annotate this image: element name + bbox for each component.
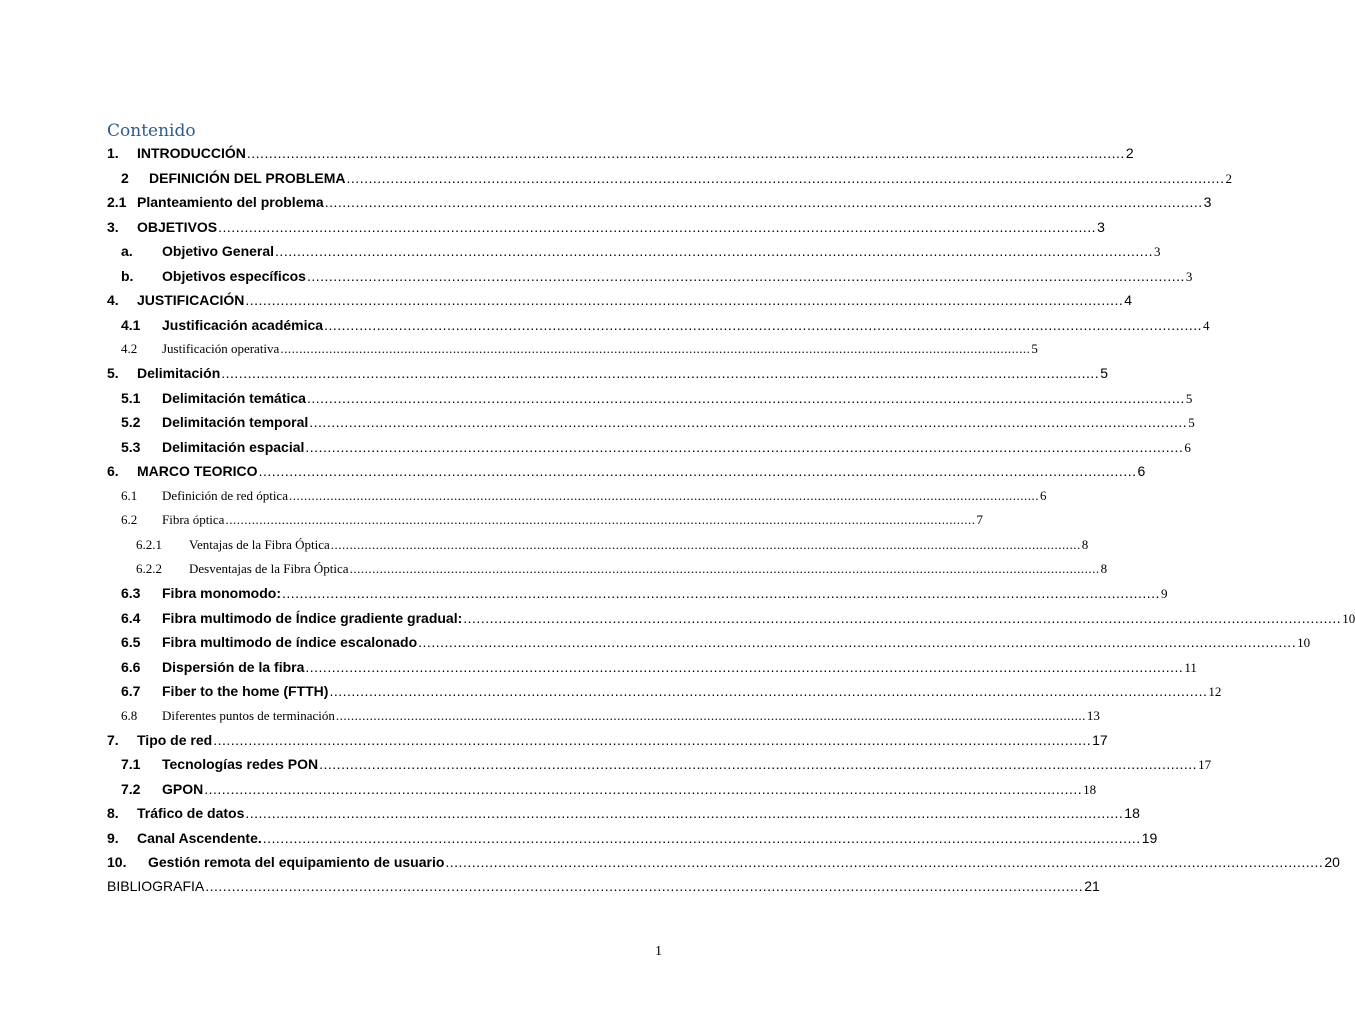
dot-leader: ........................................................................................................................................................................................................ [218, 219, 1097, 235]
toc-entry-page: 18 [1083, 782, 1097, 797]
toc-entry[interactable] [107, 145, 1134, 167]
toc-entry-title: Diferentes puntos de terminación [162, 708, 335, 723]
toc-entry-page: 11 [1184, 660, 1197, 675]
toc-entry-title: Delimitación espacial [162, 439, 305, 455]
toc-entry-page: 3 [1097, 219, 1105, 235]
toc-entry[interactable] [121, 170, 1232, 192]
toc-entry-page: 5 [1031, 341, 1038, 356]
dot-leader: ........................................................................................................................................................................................................ [306, 268, 1185, 284]
dot-leader: ........................................................................................................................................................................................................ [245, 292, 1124, 308]
dot-leader: ........................................................................................................................................................................................................ [346, 170, 1225, 186]
toc-entry[interactable] [121, 585, 1168, 607]
toc-entry[interactable] [121, 708, 1100, 730]
toc-entry-title: Tecnologías redes PON [162, 756, 319, 772]
toc-entry[interactable] [121, 414, 1195, 436]
toc-entry-page: 3 [1203, 194, 1212, 210]
toc-entry-number: 2 [121, 170, 129, 186]
toc-entry[interactable] [136, 561, 1108, 583]
toc-entry[interactable] [107, 732, 1108, 754]
toc-entry-page: 5 [1100, 365, 1108, 381]
toc-entry[interactable] [121, 268, 1193, 290]
toc-entry-page: 4 [1124, 292, 1133, 308]
toc-entry[interactable] [107, 805, 1140, 827]
dot-leader: ........................................................................................................................................................................................................ [463, 610, 1342, 626]
toc-entry[interactable] [107, 463, 1146, 485]
toc-entry-number: 4.1 [121, 317, 141, 333]
toc-entry-page: 5 [1185, 391, 1193, 406]
toc-entry-number: 5.3 [121, 439, 141, 455]
toc-entry-number: 8. [107, 805, 119, 821]
toc-entry-page: 17 [1198, 757, 1212, 772]
toc-entry-number: 3. [107, 219, 119, 235]
toc-entry-title: Fibra multimodo de Índice gradiente gradual: [162, 610, 463, 626]
dot-leader: ........................................................................................................................................................................................................ [275, 243, 1153, 259]
toc-heading: Contenido [107, 121, 196, 141]
toc-entry[interactable] [107, 830, 1158, 852]
toc-entry-number: 6.4 [121, 610, 141, 626]
dot-leader: ........................................................................................................................................................................................................ [213, 732, 1092, 748]
toc-entry-number: 7.2 [121, 781, 141, 797]
toc-entry-title: Delimitación temporal [162, 414, 309, 430]
toc-entry-number: 6.2.2 [136, 561, 162, 576]
toc-entry-page: 7 [976, 512, 983, 527]
toc-entry[interactable] [107, 854, 1340, 876]
toc-entry-page: 8 [1100, 561, 1108, 576]
dot-leader: ........................................................................................................................................................................................................ [329, 683, 1208, 699]
dot-leader: ........................................................................................................................................................................................................ [305, 659, 1184, 675]
dot-leader: ........................................................................................................................................................................................................ [204, 781, 1083, 797]
toc-entry-number: 6.8 [121, 708, 138, 723]
toc-entry-page: 9 [1160, 586, 1168, 601]
toc-entry-number: 6.2.1 [136, 537, 162, 552]
toc-entry-page: 18 [1124, 805, 1140, 821]
dot-leader: ........................................................................................................................................................................................................ [445, 854, 1324, 870]
toc-entry-title: Fibra multimodo de índice escalonado [162, 634, 418, 650]
toc-entry-title: INTRODUCCIÓN [137, 145, 246, 161]
page-number: 1 [655, 944, 662, 959]
toc-entry-number: 7. [107, 732, 119, 748]
dot-leader: ........................................................................................................................................................................................................ [349, 561, 1100, 576]
toc-entry-number: 10. [107, 854, 127, 870]
toc-entry[interactable] [121, 317, 1210, 339]
toc-entry-title: Delimitación [137, 365, 221, 381]
toc-entry[interactable] [107, 365, 1108, 387]
toc-entry-page: 21 [1084, 878, 1100, 894]
toc-entry-page: 8 [1081, 537, 1089, 552]
toc-entry[interactable] [107, 878, 1100, 900]
toc-entry-number: 6.3 [121, 585, 141, 601]
toc-entry-title: Ventajas de la Fibra Óptica [189, 537, 330, 552]
toc-entry-title: Fibra monomodo: [162, 585, 281, 601]
toc-entry-title: Tipo de red [137, 732, 213, 748]
toc-entry-title: GPON [162, 781, 204, 797]
toc-entry-title: Delimitación temática [162, 390, 306, 406]
toc-entry[interactable] [121, 610, 1355, 632]
toc-entry-number: 6.1 [121, 488, 138, 503]
toc-entry-title: Tráfico de datos [137, 805, 245, 821]
toc-entry-page: 19 [1141, 830, 1158, 846]
toc-entry-title: Justificación académica [162, 317, 324, 333]
toc-entry-page: 17 [1092, 732, 1108, 748]
toc-entry-title: Planteamiento del problema [137, 194, 324, 210]
toc-entry-number: 6. [107, 463, 119, 479]
toc-entry[interactable] [121, 439, 1191, 461]
toc-entry-page: 6 [1137, 463, 1146, 479]
toc-entry-page: 12 [1208, 684, 1222, 699]
toc-entry[interactable] [107, 219, 1105, 241]
toc-entry-title: Desventajas de la Fibra Óptica [189, 561, 349, 576]
toc-entry-number: 5.1 [121, 390, 141, 406]
toc-entry-title: Justificación operativa [162, 341, 280, 356]
toc-entry[interactable] [121, 683, 1222, 705]
dot-leader: ........................................................................................................................................................................................................ [262, 830, 1141, 846]
dot-leader: ........................................................................................................................................................................................................ [280, 341, 1031, 356]
toc-entry-number: 2.1 [107, 194, 127, 210]
dot-leader: ........................................................................................................................................................................................................ [282, 585, 1160, 601]
dot-leader: ........................................................................................................................................................................................................ [309, 414, 1188, 430]
toc-entry-number: 6.2 [121, 512, 138, 527]
dot-leader: ........................................................................................................................................................................................................ [246, 145, 1125, 161]
toc-entry-title: MARCO TEORICO [137, 463, 258, 479]
toc-entry-title: Objetivo General [162, 243, 275, 259]
toc-entry-page: 10 [1342, 611, 1355, 626]
toc-entry-title: Gestión remota del equipamiento de usuario [148, 854, 445, 870]
toc-entry[interactable] [121, 512, 983, 534]
dot-leader: ........................................................................................................................................................................................................ [221, 365, 1100, 381]
toc-entry-page: 2 [1225, 171, 1232, 186]
dot-leader: ........................................................................................................................................................................................................ [305, 439, 1184, 455]
toc-entry[interactable] [121, 659, 1197, 681]
toc-entry-page: 3 [1185, 269, 1193, 284]
toc-entry-title: Fiber to the home (FTTH) [162, 683, 329, 699]
dot-leader: ........................................................................................................................................................................................................ [225, 512, 976, 527]
dot-leader: ........................................................................................................................................................................................................ [205, 878, 1084, 894]
toc-entry[interactable] [121, 488, 1047, 510]
toc-entry-title: OBJETIVOS [137, 219, 218, 235]
toc-entry-page: 13 [1086, 708, 1100, 723]
dot-leader: ........................................................................................................................................................................................................ [288, 488, 1039, 503]
toc-entry-number: 1. [107, 145, 119, 161]
dot-leader: ........................................................................................................................................................................................................ [324, 317, 1203, 333]
dot-leader: ........................................................................................................................................................................................................ [330, 537, 1081, 552]
toc-entry-page: 10 [1297, 635, 1311, 650]
dot-leader: ........................................................................................................................................................................................................ [324, 194, 1203, 210]
dot-leader: ........................................................................................................................................................................................................ [306, 390, 1185, 406]
toc-entry-number: 6.7 [121, 683, 141, 699]
toc-entry-number: 4.2 [121, 341, 138, 356]
toc-entry-page: 2 [1125, 145, 1134, 161]
toc-entry-number: a. [121, 243, 133, 259]
toc-entry-page: 20 [1324, 854, 1340, 870]
toc-entry-title: DEFINICIÓN DEL PROBLEMA [149, 170, 346, 186]
toc-entry-title: Fibra óptica [162, 512, 225, 527]
toc-entry-title: BIBLIOGRAFIA [107, 878, 205, 894]
toc-entry-page: 6 [1039, 488, 1047, 503]
toc-entry[interactable] [121, 781, 1097, 803]
toc-entry-page: 3 [1153, 244, 1161, 259]
dot-leader: ........................................................................................................................................................................................................ [319, 756, 1198, 772]
dot-leader: ........................................................................................................................................................................................................ [335, 708, 1086, 723]
toc-entry-number: 4. [107, 292, 119, 308]
toc-entry-number: 9. [107, 830, 119, 846]
toc-entry[interactable] [121, 390, 1193, 412]
toc-entry[interactable] [121, 634, 1311, 656]
toc-entry-number: 6.6 [121, 659, 141, 675]
dot-leader: ........................................................................................................................................................................................................ [418, 634, 1297, 650]
toc-entry[interactable] [121, 341, 1038, 363]
toc-entry[interactable] [121, 243, 1161, 265]
dot-leader: ........................................................................................................................................................................................................ [258, 463, 1137, 479]
toc-entry-page: 4 [1203, 318, 1210, 333]
toc-entry-title: Canal Ascendente. [137, 830, 262, 846]
toc-entry-title: Objetivos específicos [162, 268, 306, 284]
dot-leader: ........................................................................................................................................................................................................ [245, 805, 1124, 821]
toc-entry-number: b. [121, 268, 134, 284]
toc-entry[interactable] [121, 756, 1212, 778]
toc-entry-page: 5 [1188, 415, 1195, 430]
toc-entry-title: Dispersión de la fibra [162, 659, 305, 675]
toc-entry[interactable] [107, 194, 1212, 216]
toc-entry-title: Definición de red óptica [162, 488, 288, 503]
toc-entry-page: 6 [1184, 440, 1191, 455]
toc-entry-title: JUSTIFICACIÓN [137, 292, 245, 308]
toc-entry-number: 5. [107, 365, 119, 381]
toc-entry-number: 6.5 [121, 634, 141, 650]
toc-entry-number: 7.1 [121, 756, 141, 772]
toc-entry[interactable] [107, 292, 1133, 314]
toc-entry[interactable] [136, 537, 1089, 559]
toc-entry-number: 5.2 [121, 414, 141, 430]
